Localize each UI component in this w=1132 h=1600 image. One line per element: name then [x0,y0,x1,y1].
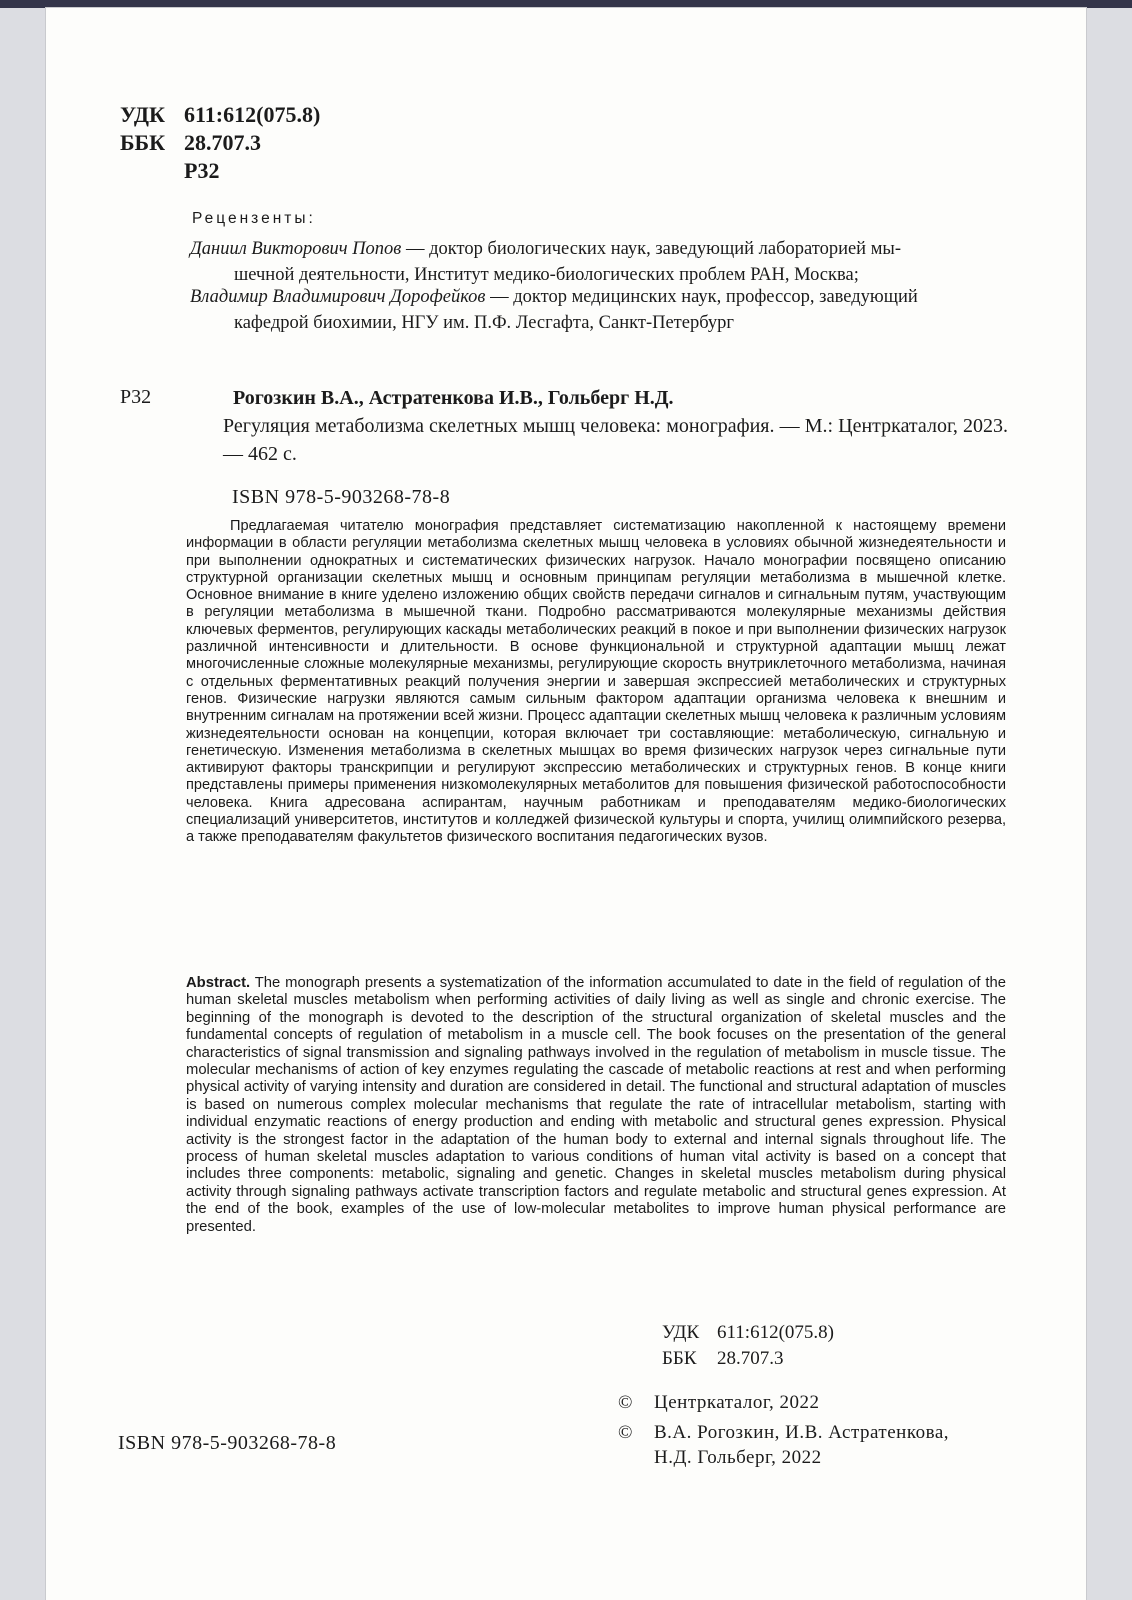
annotation-text: Предлагаемая читателю монография представляет систематизацию накопленной к настоящему времени информации в области регуляции метаболизма скелетных мышц человека в условиях обычной жизнедеятельности и при выполнении однократных и систематических физических нагрузок. Начало монографии посвящено описанию структурной организации скелетных мышц и основным принципам регуляции метаболизма в мышечной клетке. Основное внимание в книге уделено изложению общих свойств передачи сигналов и сигнальным путям, участвующим в регуляции метаболизма в мышечной ткани. Подробно рассматриваются молекулярные механизмы действия ключевых ферментов, регулирующих каскады метаболических реакций в покое и при выполнении физических нагрузок различной интенсивности и длительности. В основе функциональной и структурной адаптации мышц лежат многочисленные сложные молекулярные механизмы, регулирующие скорость внутриклеточного метаболизма, начиная с отдельных ферментативных реакций получения энергии и завершая экспрессией метаболических и структурных генов. Физические нагрузки являются самым сильным фактором адаптации организма человека к внешним и внутренним сигналам на протяжении всей жизни. Процесс адаптации скелетных мышц человека к различным условиям жизнедеятельности основан на концепции, которая включает три составляющие: метаболическую, сигнальную и генетическую. Изменения метаболизма в скелетных мышцах во время физических нагрузок через сигнальные пути активируют факторы транскрипции и регулируют экспрессию метаболических и структурных генов. В конце книги представлены примеры применения низкомолекулярных метаболитов для повышения физической работоспособности человека. Книга адресована аспирантам, научным работникам и преподавателям медико-биологических специализаций университетов, институтов и колледжей физической культуры и спорта, училищ олимпийского резерва, а также преподавателям факультетов физического воспитания педагогических вузов. [186,518,1006,846]
bbk-value: 28.707.3 [184,130,261,155]
udk-value-bottom: 611:612(075.8) [717,1322,834,1343]
bibliographic-record [188,384,1008,468]
bbk-value-bottom: 28.707.3 [717,1348,784,1369]
reviewer-2-desc-cont: кафедрой биохимии, НГУ им. П.Ф. Лесгафта, Санкт-Петербург [234,313,735,333]
reviewer-2 [190,284,1010,336]
book-title: Регуляция метаболизма скелетных мышц человека: монография. — М.: Центркаталог, 2023. — 462 с. [223,415,1008,465]
udk-label-bottom: УДК [662,1322,700,1343]
isbn: ISBN 978-5-903268-78-8 [232,486,451,508]
bib-mark: Р32 [120,386,152,408]
reviewer-1-name: Даниил Викторович Попов [190,239,402,259]
copyright-2-text-cont: Н.Д. Гольберг, 2022 [654,1447,822,1468]
classification-block [120,101,320,185]
reviewer-2-name: Владимир Владимирович Дорофейков [190,287,486,307]
authors: Рогозкин В.А., Астратенкова И.В., Гольберг Н.Д. [233,387,674,409]
abstract-en [186,975,1006,1236]
copyright-icon: © [618,1392,633,1413]
reviewer-2-desc: — доктор медицинских наук, профессор, заведующий [485,287,918,307]
reviewers-heading: Рецензенты: [192,210,316,227]
copyright-2-text: В.А. Рогозкин, И.В. Астратенкова, [654,1422,950,1443]
annotation-ru [186,518,1006,847]
author-mark: Р32 [184,158,220,183]
reviewer-1-desc-cont: шечной деятельности, Институт медико-биологических проблем РАН, Москва; [234,265,859,285]
udk-value: 611:612(075.8) [184,102,321,127]
bbk-label-bottom: ББК [662,1348,697,1369]
reviewer-1 [190,236,1010,288]
abstract-label: Abstract. [186,975,251,991]
isbn-bottom: ISBN 978-5-903268-78-8 [118,1432,337,1454]
classification-bottom [662,1320,834,1372]
copyright-1-text: Центркаталог, 2022 [654,1392,820,1413]
abstract-text: The monograph presents a systematization of the information accumulated to date in the field of regulation of the human skeletal muscles metabolism when performing activities of daily living as well as single and chronic exercise. The beginning of the monograph is devoted to the description of the structural organization of skeletal muscles and the fundamental concepts of regulation of metabolism in a muscle cell. The book focuses on the presentation of the general characteristics of signal transmission and signaling pathways involved in the regulation of metabolism in muscle tissue. The molecular mechanisms of action of key enzymes regulating the cascade of metabolic reactions at rest and when performing physical activity of varying intensity and duration are considered in detail. The functional and structural adaptation of muscles is based on numerous complex molecular mechanisms that regulate the rate of intracellular metabolism, starting with individual enzymatic reactions of energy production and ending with metabolic and structural genes expression. Physical activity is the strongest factor in the adaptation of the human body to external and internal signals throughout life. The process of human skeletal muscles adaptation to various conditions of human vital activity is based on a concept that includes three components: metabolic, signaling and genetic. Changes in skeletal muscles metabolism during physical activity through signaling pathways activate transcription factors and regulate metabolic and structural genes expression. At the end of the book, examples of the use of low-molecular metabolites to improve human physical performance are presented. [186,975,1006,1235]
reviewer-1-desc: — доктор биологических наук, заведующий лабораторией мы- [401,239,901,259]
copyright-1 [618,1390,820,1415]
page-top-edge [0,0,1132,8]
copyright-2 [618,1420,949,1470]
udk-label: УДК [120,102,166,127]
copyright-icon: © [618,1422,633,1443]
bbk-label: ББК [120,130,166,155]
